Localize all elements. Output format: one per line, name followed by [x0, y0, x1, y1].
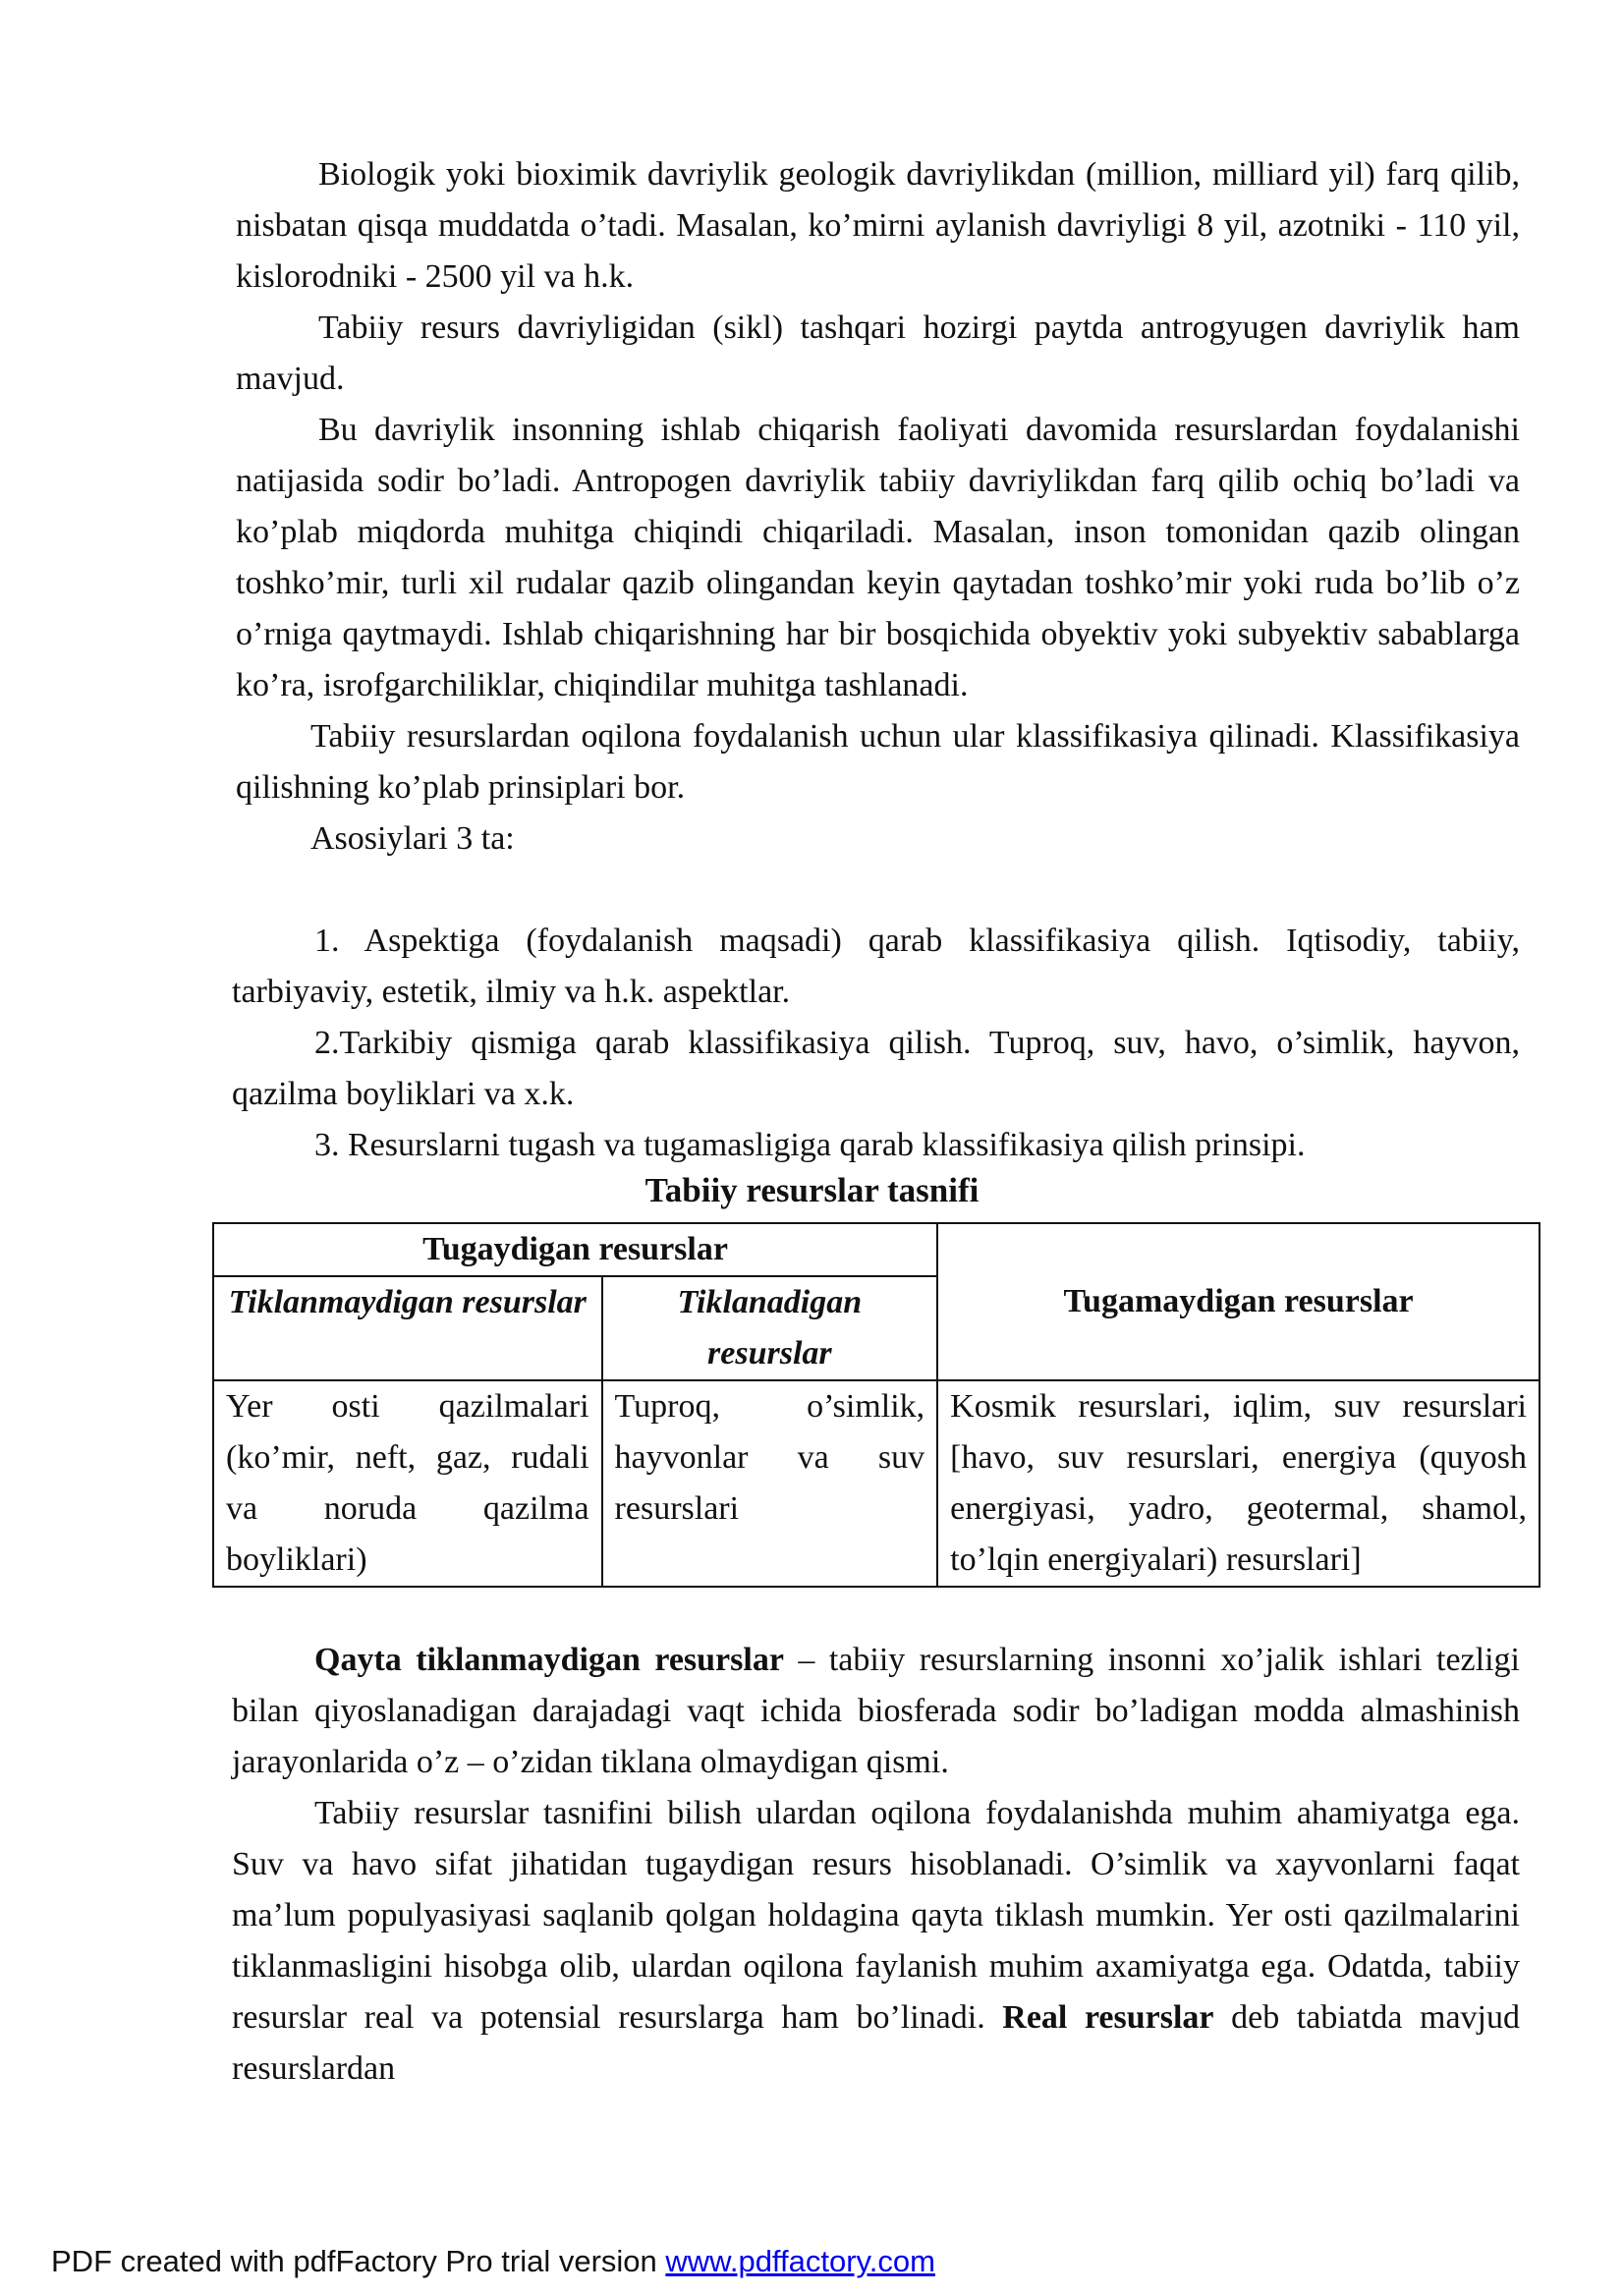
- term-real-resources: Real resurslar: [1002, 1999, 1214, 2036]
- definition-nonrenewable: – tabiiy resurslarning insonni xo’jalik ishlari tezligi bilan qiyoslanadigan darajadagi vaqt ichida biosferada sodir bo’ladigan modda almashinish jarayonlarida o’z – o’zidan tiklana olmaydigan qismi.: [232, 1642, 1520, 1780]
- cell-renewable: Tuproq, o’simlik, hayvonlar va suv resurslari: [602, 1380, 938, 1587]
- list-item-aspect: 1. Aspektiga (foydalanish maqsadi) qarab klassifikasiya qilish. Iqtisodiy, tabiiy, tarbiyaviy, estetik, ilmiy va h.k. aspektlar.: [232, 923, 1520, 1010]
- footer-link[interactable]: www.pdffactory.com: [665, 2244, 935, 2278]
- principles-list: [232, 916, 1520, 1171]
- paragraph-anthropogenic-intro: Tabiiy resurs davriyligidan (sikl) tashqari hozirgi paytda antrogyugen davriylik ham mavjud.: [236, 309, 1520, 397]
- importance-text: Tabiiy resurslar tasnifini bilish ulardan oqilona foydalanishda muhim ahamiyatga ega. Suv va havo sifat jihatidan tugaydigan resurs hisoblanadi. O’simlik va xayvonlarni faqat ma’lum populyasiyasi saqlanib qolgan holdagina qayta tiklash mumkin. Yer osti qazilmalarini tiklanmasligini hisobga olib, ulardan oqilona faylanish muhim axamiyatga ega. Odatda, tabiiy resurslar real va potensial resurslarga ham bo’linadi.: [232, 1795, 1520, 2036]
- subheader-renewable: Tiklanadigan resurslar: [602, 1276, 938, 1380]
- table-caption: Tabiiy resurslar tasnifi: [644, 1171, 980, 1209]
- resource-classification-table: [212, 1222, 1540, 1588]
- upper-text: [236, 149, 1520, 865]
- header-inexhaustible: Tugamaydigan resurslar: [937, 1223, 1540, 1380]
- paragraph-classification: Tabiiy resurslardan oqilona foydalanish uchun ular klassifikasiya qilinadi. Klassifikasiya qilishning ko’plab prinsiplari bor.: [236, 718, 1520, 806]
- list-item-composition: 2.Tarkibiy qismiga qarab klassifikasiya qilish. Tuproq, suv, havo, o’simlik, hayvon, qazilma boyliklari va x.k.: [232, 1025, 1520, 1112]
- table-row: [213, 1380, 1540, 1587]
- paragraph-principles-count: Asosiylari 3 ta:: [310, 820, 515, 857]
- footer-text: PDF created with pdfFactory Pro trial version: [51, 2244, 666, 2278]
- lower-text: [232, 1635, 1520, 2095]
- term-nonrenewable: Qayta tiklanmaydigan resurslar: [314, 1642, 784, 1678]
- table-header-row: [213, 1223, 1540, 1276]
- paragraph-anthropogenic-cycle: Bu davriylik insonning ishlab chiqarish faoliyati davomida resurslardan foydalanishi natijasida sodir bo’ladi. Antropogen davriylik tabiiy davriylikdan farq qilib ochiq bo’ladi va ko’plab miqdorda muhitga chiqindi chiqariladi. Masalan, inson tomonidan qazib olingan toshko’mir, turli xil rudalar qazib olingandan keyin qaytadan toshko’mir yoki ruda bo’lib o’z o’rniga qaytmaydi. Ishlab chiqarishning har bir bosqichida obyektiv yoki subyektiv sabablarga ko’ra, isrofgarchiliklar, chiqindilar muhitga tashlanadi.: [236, 412, 1520, 703]
- header-exhaustible: Tugaydigan resurslar: [213, 1223, 937, 1276]
- paragraph-nonrenewable-definition: [232, 1635, 1520, 1788]
- subheader-nonrenewable: Tiklanmaydigan resurslar: [213, 1276, 602, 1380]
- paragraph-classification-importance: [232, 1788, 1520, 2095]
- cell-inexhaustible: Kosmik resurslari, iqlim, suv resurslari [havo, suv resurslari, energiya (quyosh energiyasi, yadro, geotermal, shamol, to’lqin energiyalari) resurslari]: [937, 1380, 1540, 1587]
- cell-nonrenewable: Yer osti qazilmalari (ko’mir, neft, gaz, rudali va noruda qazilma boyliklari): [213, 1380, 602, 1587]
- pdf-footer: [51, 2244, 935, 2279]
- real-resources-text: deb tabiatda mavjud resurslardan: [232, 1999, 1520, 2087]
- list-item-exhaustibility: 3. Resurslarni tugash va tugamasligiga qarab klassifikasiya qilish prinsipi.: [314, 1127, 1306, 1163]
- paragraph-biological-cycle: Biologik yoki bioximik davriylik geologik davriylikdan (million, milliard yil) farq qilib, nisbatan qisqa muddatda o’tadi. Masalan, ko’mirni aylanish davriyligi 8 yil, azotniki - 110 yil, kislorodniki - 2500 yil va h.k.: [236, 156, 1520, 295]
